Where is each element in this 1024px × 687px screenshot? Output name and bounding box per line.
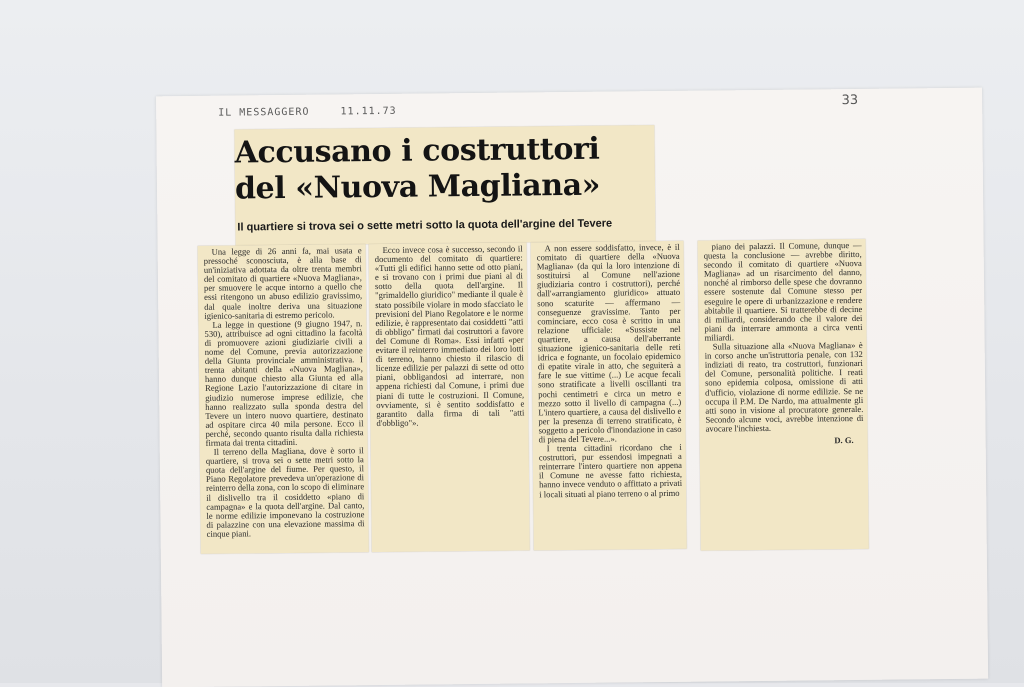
column-paragraph: Sulla situazione alla «Nuova Magliana» è in corso anche un'istruttoria penale, con 132 indiziati di reato, tra costruttori, funzionari del Comune, personalità politiche. I reati sono epidemia colposa, omissione di atti d'ufficio, violazione di norme edilizie. Se ne occupa il P.M. De Nardo, ma attualmente gli atti sono in visione al procuratore generale. Secondo alcune voci, avrebbe intenzione di avocare l'inchiesta. bbox=[704, 339, 864, 434]
column-paragraph: La legge in questione (9 giugno 1947, n. 530), attribuisce ad ogni cittadino la facoltà di promuovere azioni giudiziarie civili a nome del Comune, previa autorizzazione della Giunta provinciale amministrativa. I trenta abitanti della «Nuova Magliana», hanno dunque chiesto alla Giunta ed alla Regione Lazio l'autorizzazione di citare in giudizio numerose imprese edilizie, che hanno realizzato sulla sponda destra del Tevere un intero nuovo quartiere, destinato ad ospitare circa 40 mila persone. Ecco il perché, secondo quanto risulta dalla richiesta firmata dai trenta cittadini. bbox=[204, 317, 364, 448]
newspaper-name: IL MESSAGGERO bbox=[218, 106, 310, 119]
article-headline: Accusano i costruttori del «Nuova Magliana» bbox=[234, 131, 601, 207]
column-paragraph: Ecco invece cosa è successo, secondo il documento del comitato di quartiere: «Tutti gli edifici hanno sette od otto piani, e si trovano con i primi due piani al di sotto della quota dell'argine. Il "grimaldello giuridico" mediante il quale è stato possibile violare in modo sfacciato le previsioni del Piano Regolatore e le norme edilizie, è rappresentato dai cosiddetti "atti di obbligo" firmati dai costruttori a favore del Comune di Roma». Essi infatti «per evitare il reinterro immediato dei loro lotti di terreno, hanno chiesto il rilascio di licenze edilizie per palazzi di sette od otto piani, obbligandosi ad interrare, non appena richiesti dal Comune, i primi due piani di tutte le costruzioni. Il Comune, ovviamente, si è sentito soddisfatto e garantito dalla firma di tali "atti d'obbligo"». bbox=[374, 243, 525, 428]
newspaper-stamp bbox=[218, 106, 397, 119]
article-column-3 bbox=[531, 241, 687, 551]
paper-sheet bbox=[156, 88, 988, 687]
article-column-4 bbox=[698, 239, 869, 551]
article-column-1 bbox=[198, 244, 369, 554]
column-paragraph: I trenta cittadini ricordano che i costruttori, pur essendosi impegnati a reinterrare l'intero quartiere non appena il Comune ne avesse fatto richiesta, hanno invece venduto o affittato a privati i locali situati al piano terreno o al primo bbox=[538, 441, 683, 499]
headline-clipping bbox=[234, 125, 655, 245]
column-paragraph: Una legge di 26 anni fa, mai usata e pressoché sconosciuta, è alla base di un'iniziativa adottata da oltre trenta membri del comitato di quartiere «Nuova Magliana», per smuovere le acque intorno a quello che essi ritengono un abuso edilizio gravissimo, dal quale inoltre deriva una situazione igienico-sanitaria di estremo pericolo. bbox=[203, 245, 363, 321]
article-column-2 bbox=[369, 242, 530, 552]
page-number: 33 bbox=[841, 92, 859, 109]
article-subtitle: Il quartiere si trova sei o sette metri sotto la quota dell'argine del Tevere bbox=[237, 217, 613, 234]
clipping-date: 11.11.73 bbox=[340, 105, 397, 118]
column-paragraph: A non essere soddisfatto, invece, è il comitato di quartiere della «Nuova Magliana» (da qui la loro intenzione di sostituirsi al Comune nell'azione giudiziaria contro i costruttori), perché dall'«arrangiamento giuridico» attuato sono scaturite — affermano — conseguenze gravissime. Tanto per cominciare, ecco cosa è scritto in una relazione ufficiale: «Sussiste nel quartiere, a causa dell'aberrante situazione igienico-sanitaria delle reti idrica e fognante, un focolaio epidemico di epatite virale in atto, che seguiterà a fare le sue vittime (...) Le acque fecali sono stratificate a livelli oscillanti tra pochi centimetri e circa un metro e mezzo sotto il livello di campagna (...) L'intero quartiere, a causa del dislivello e per la presenza di terreno stratificato, è soggetto a pericolo d'inondazione in caso di piena del Tevere...». bbox=[536, 241, 682, 445]
column-paragraph: Il terreno della Magliana, dove è sorto il quartiere, si trova sei o sette metri sotto la quota dell'argine del fiume. Per questo, il Piano Regolatore prevedeva un'operazione di reinterro della zona, con lo scopo di eliminare il dislivello tra il cosiddetto «piano di campagna» e la quota dell'argine. Dal canto, le norme edilizie imponevano la costruzione di palazzine con una elevazione massima di cinque piani. bbox=[205, 445, 365, 539]
author-signature: D. G. bbox=[834, 435, 854, 446]
column-paragraph: piano dei palazzi. Il Comune, dunque — questa la conclusione — avrebbe diritto, secondo il comitato di quartiere «Nuova Magliana» ad un risarcimento del danno, nonché al rimborso delle spese che dovranno essere sostenute dal Comune stesso per eseguire le opere di urbanizzazione e rendere abitabile il quartiere. Si tratterebbe di decine di miliardi, considerando che il valore dei piani da interrare ammonta a circa venti miliardi. bbox=[703, 239, 863, 343]
